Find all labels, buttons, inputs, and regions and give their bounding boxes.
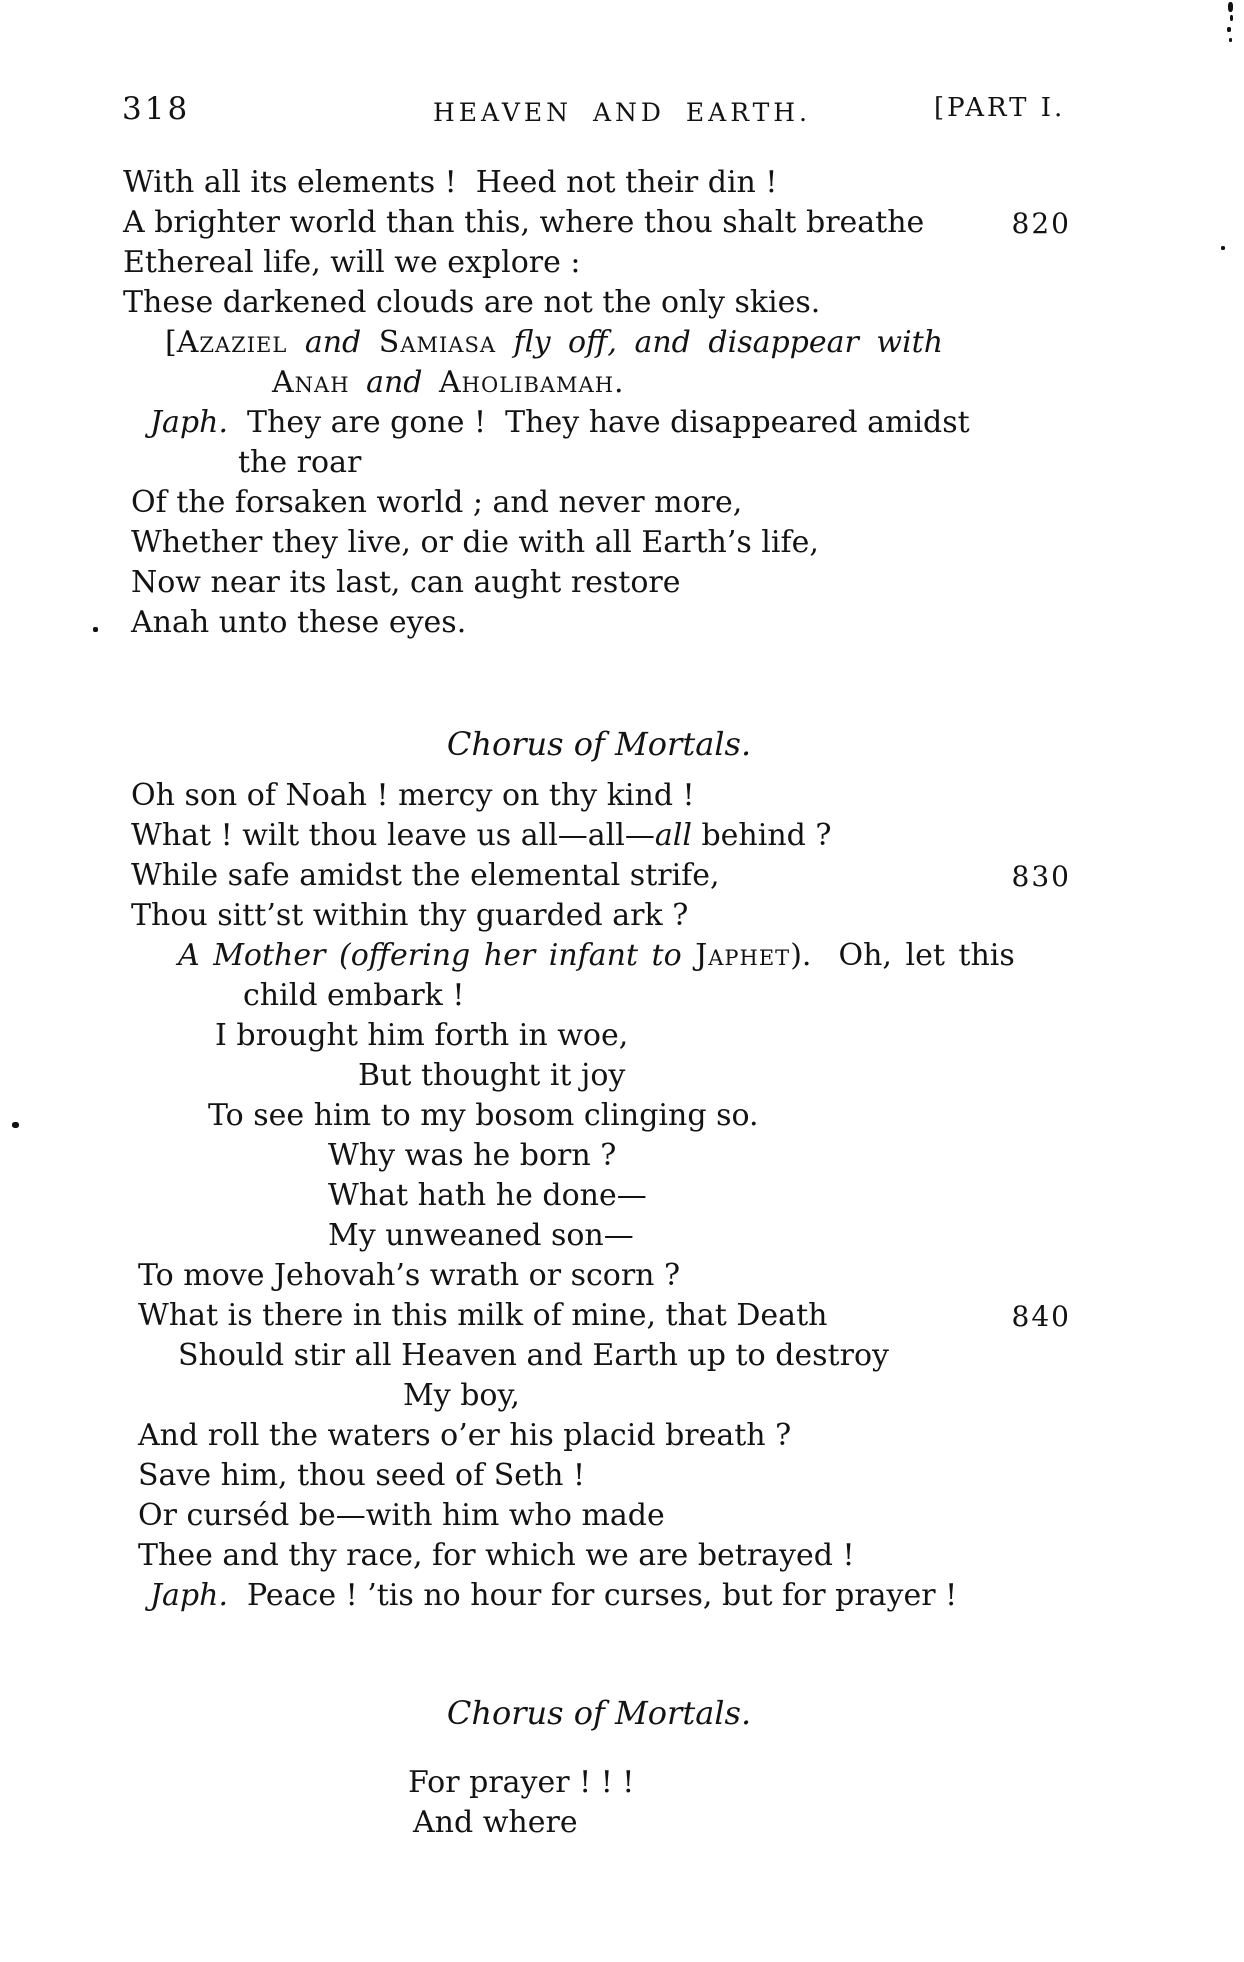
- running-header: [0, 0, 1244, 150]
- verse-line: [123, 1016, 1075, 1056]
- verse-line: [123, 1056, 1075, 1096]
- text-segment: and: [287, 325, 379, 360]
- text-segment: My unweaned son—: [328, 1218, 634, 1253]
- text-segment: Anah: [272, 365, 350, 400]
- verse-line: [123, 1216, 1075, 1256]
- verse-line: [123, 523, 1075, 563]
- scan-speck: [93, 627, 98, 632]
- text-segment: Thee and thy race, for which we are betrayed !: [138, 1538, 855, 1573]
- verse-line: [123, 603, 1075, 643]
- scan-speck: [1228, 2, 1233, 12]
- verse-line: [123, 443, 1075, 483]
- verse-line: [123, 203, 1075, 243]
- scan-speck: [12, 1122, 19, 1128]
- text-segment: Why was he born ?: [328, 1138, 617, 1173]
- text-segment: A brighter world than this, where thou shalt breathe: [123, 205, 925, 240]
- text-segment: And where: [413, 1805, 578, 1840]
- verse-line: [123, 243, 1075, 283]
- text-segment: These darkened clouds are not the only skies.: [123, 285, 821, 320]
- scan-speck: [1229, 38, 1232, 42]
- verse-line-number: 830: [1011, 860, 1071, 893]
- page-number: 318: [122, 91, 191, 127]
- text-segment: all: [654, 818, 692, 853]
- verse-line: [123, 1496, 1075, 1536]
- text-column: [123, 163, 1075, 1843]
- text-segment: Azaziel: [176, 325, 288, 360]
- text-segment: Chorus of Mortals.: [446, 725, 752, 763]
- verse-line: [123, 1416, 1075, 1456]
- text-segment: A Mother (: [178, 938, 351, 973]
- verse-line: [123, 1256, 1075, 1296]
- text-segment: Japh.: [150, 405, 228, 440]
- text-segment: Should stir all Heaven and Earth up to destroy: [178, 1338, 889, 1373]
- verse-line: [123, 1096, 1075, 1136]
- text-segment: Thou sitt’st within thy guarded ark ?: [131, 898, 689, 933]
- text-segment: Chorus of Mortals.: [446, 1694, 752, 1732]
- verse-line: [123, 363, 1075, 403]
- text-segment: To move Jehovah’s wrath or scorn ?: [138, 1258, 681, 1293]
- scan-speck: [1221, 246, 1225, 250]
- text-segment: behind ?: [691, 818, 832, 853]
- verse-line: [123, 283, 1075, 323]
- verse-line: [123, 1296, 1075, 1336]
- text-segment: [: [165, 325, 177, 360]
- verse-line: [123, 483, 1075, 523]
- text-segment: Samiasa: [378, 325, 497, 360]
- verse-line: [123, 1136, 1075, 1176]
- verse-line: [123, 896, 1075, 936]
- scan-speck: [1230, 15, 1233, 21]
- text-segment: the roar: [238, 445, 362, 480]
- verse-line: [123, 1176, 1075, 1216]
- text-segment: And roll the waters o’er his placid breath ?: [138, 1418, 792, 1453]
- verse-line: [123, 163, 1075, 203]
- verse-line: [123, 936, 1075, 976]
- text-segment: Peace ! ’tis no hour for curses, but for prayer !: [227, 1578, 958, 1613]
- text-segment: But thought it joy: [358, 1058, 626, 1093]
- text-segment: What ! wilt thou leave us all—all—: [131, 818, 655, 853]
- verse-line: [123, 1763, 1075, 1803]
- verse-line: [123, 1376, 1075, 1416]
- text-segment: They are gone ! They have disappeared amidst: [227, 405, 970, 440]
- text-segment: Or curséd be—with him who made: [138, 1498, 665, 1533]
- text-segment: Aholibamah.: [439, 365, 625, 400]
- chorus-heading: [123, 724, 1075, 764]
- text-segment: While safe amidst the elemental strife,: [131, 858, 720, 893]
- verse-line: [123, 1536, 1075, 1576]
- verse-line: [123, 976, 1075, 1016]
- text-segment: ). Oh, let this: [790, 938, 1015, 973]
- verse-line: [123, 856, 1075, 896]
- verse-line: [123, 816, 1075, 856]
- text-segment: Ethereal life, will we explore :: [123, 245, 581, 280]
- verse-line: [123, 1576, 1075, 1616]
- part-label: [PART I.: [934, 93, 1066, 123]
- text-segment: child embark !: [243, 978, 465, 1013]
- verse-line: [123, 1336, 1075, 1376]
- text-segment: Whether they live, or die with all Earth’s life,: [131, 525, 819, 560]
- text-segment: To see him to my bosom clinging so.: [208, 1098, 759, 1133]
- text-segment: My boy,: [403, 1378, 520, 1413]
- chorus-heading: [123, 1693, 1075, 1733]
- verse-line-number: 820: [1011, 207, 1071, 240]
- text-segment: offering her infant to: [350, 938, 696, 973]
- verse-line: [123, 323, 1075, 363]
- text-segment: Of the forsaken world ; and never more,: [131, 485, 743, 520]
- text-segment: and: [349, 365, 440, 400]
- verse-line: [123, 776, 1075, 816]
- running-title: HEAVEN AND EARTH.: [432, 98, 812, 127]
- text-segment: I brought him forth in woe,: [215, 1018, 629, 1053]
- verse-line: [123, 1803, 1075, 1843]
- verse-line: [123, 563, 1075, 603]
- text-segment: Anah unto these eyes.: [131, 605, 467, 640]
- text-segment: fly off, and disappear with: [496, 325, 944, 360]
- text-segment: Japhet: [695, 938, 791, 973]
- verse-line-number: 840: [1011, 1300, 1071, 1333]
- text-segment: With all its elements ! Heed not their din !: [123, 165, 778, 200]
- text-segment: Japh.: [150, 1578, 228, 1613]
- text-segment: Save him, thou seed of Seth !: [138, 1458, 586, 1493]
- text-segment: What hath he done—: [328, 1178, 647, 1213]
- text-segment: What is there in this milk of mine, that Death: [138, 1298, 828, 1333]
- text-segment: Now near its last, can aught restore: [131, 565, 681, 600]
- scan-speck: [1227, 27, 1231, 32]
- verse-line: [123, 403, 1075, 443]
- text-segment: For prayer ! ! !: [408, 1765, 635, 1800]
- verse-line: [123, 1456, 1075, 1496]
- text-segment: Oh son of Noah ! mercy on thy kind !: [131, 778, 695, 813]
